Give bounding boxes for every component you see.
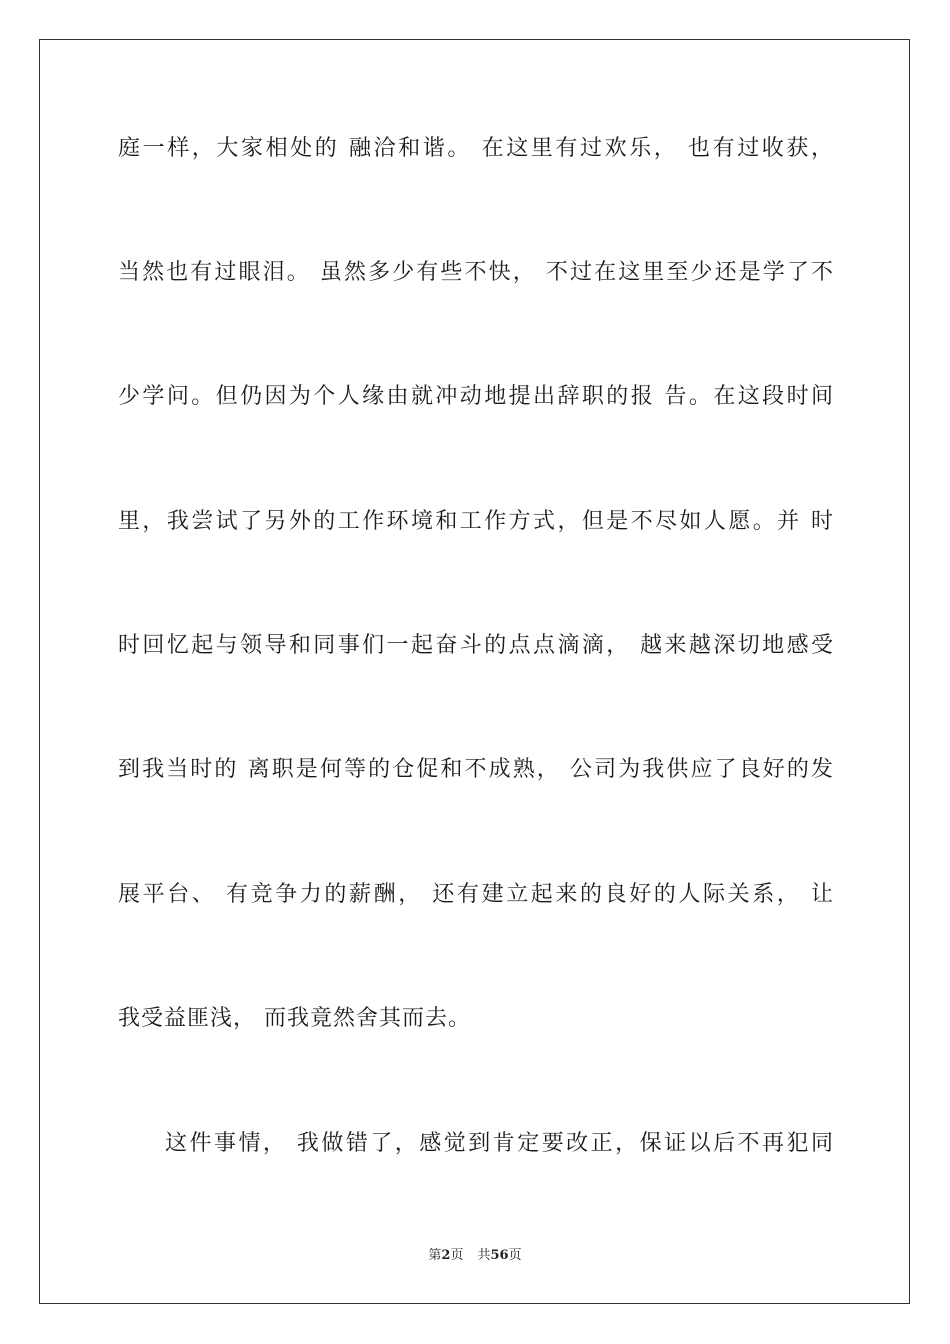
total-pages: 56 bbox=[490, 1248, 509, 1263]
page-prefix: 第 bbox=[428, 1248, 442, 1263]
page-number: 2 bbox=[441, 1248, 451, 1263]
text-line: 时回忆起与领导和同事们一起奋斗的点点滴滴， 越来越深切地感受 bbox=[118, 633, 834, 658]
text-line: 当然也有过眼泪。 虽然多少有些不快， 不过在这里至少还是学了不 bbox=[118, 260, 834, 285]
paragraph-start-line: 这件事情， 我做错了，感觉到肯定要改正，保证以后不再犯同 bbox=[165, 1131, 834, 1156]
page-footer bbox=[0, 1247, 950, 1265]
text-line: 庭一样，大家相处的 融洽和谐。 在这里有过欢乐， 也有过收获， bbox=[118, 136, 834, 161]
total-suffix: 页 bbox=[508, 1248, 522, 1263]
page-suffix: 页 bbox=[450, 1248, 464, 1263]
total-prefix: 共 bbox=[477, 1248, 491, 1263]
text-line: 里，我尝试了另外的工作环境和工作方式，但是不尽如人愿。并 时 bbox=[118, 509, 834, 534]
text-line: 少学问。但仍因为个人缘由就冲动地提出辞职的报 告。在这段时间 bbox=[118, 384, 834, 409]
text-line: 我受益匪浅， 而我竟然舍其而去。 bbox=[118, 1006, 471, 1031]
page-border bbox=[39, 39, 910, 1304]
text-line: 展平台、 有竞争力的薪酬， 还有建立起来的良好的人际关系， 让 bbox=[118, 882, 834, 907]
text-line: 到我当时的 离职是何等的仓促和不成熟， 公司为我供应了良好的发 bbox=[118, 757, 834, 782]
